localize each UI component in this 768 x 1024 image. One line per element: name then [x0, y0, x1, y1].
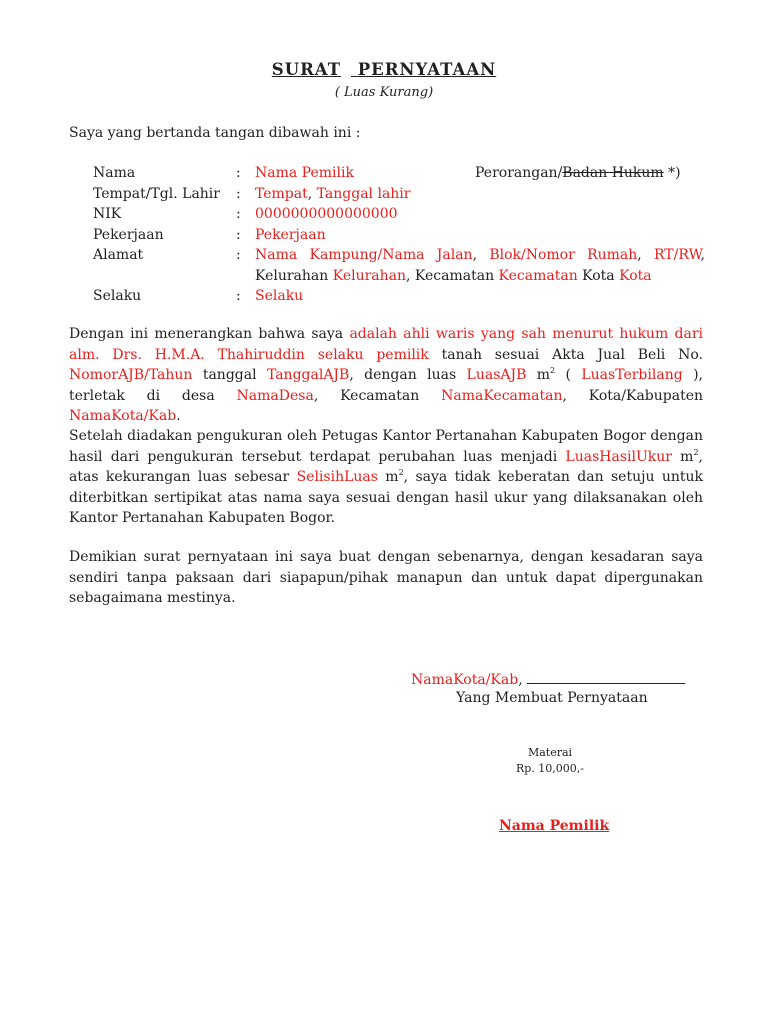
value-nama: Nama Pemilik — [255, 165, 354, 181]
row-selaku — [93, 286, 705, 307]
row-alamat-2 — [93, 266, 705, 287]
row-nik — [93, 204, 705, 225]
signature-place: NamaKota/Kab, — [411, 669, 685, 688]
document-subtitle: ( Luas Kurang) — [334, 85, 434, 100]
value-ttl: Tempat, Tanggal lahir — [255, 185, 411, 202]
label-ttl: Tempat/Tgl. Lahir — [93, 185, 220, 202]
materai-label: Materai — [527, 746, 573, 759]
label-nik: NIK — [93, 206, 122, 222]
label-pekerjaan: Pekerjaan — [93, 226, 164, 243]
value-nik: 0000000000000000 — [255, 206, 398, 222]
value-alamat-line2: Kelurahan Kelurahan, Kecamatan Kecamatan Kota Kota — [255, 267, 652, 284]
status-type: Perorangan/Badan Hukum *) — [475, 165, 681, 181]
colon: : — [236, 226, 241, 243]
paragraph-closing: Demikian surat pernyataan ini saya buat dengan sebenarnya, dengan kesadaran saya sendiri tanpa paksaan dari siapapun/pihak manapun dan untuk dapat dipergunakan sebagaimana mestinya. — [69, 549, 703, 606]
identity-table — [93, 163, 705, 307]
colon: : — [236, 247, 241, 263]
label-selaku: Selaku — [93, 288, 142, 304]
row-nama — [93, 163, 705, 184]
value-selaku: Selaku — [255, 288, 304, 304]
signature-caption: Yang Membuat Pernyataan — [456, 690, 648, 706]
document-title: SURAT PERNYATAAN — [271, 60, 497, 79]
signatory-name: Nama Pemilik — [499, 818, 610, 834]
colon: : — [236, 288, 241, 304]
date-blank-line — [527, 669, 685, 684]
intro-text: Saya yang bertanda tangan dibawah ini : — [69, 125, 361, 141]
colon: : — [236, 206, 241, 222]
paragraph-statement: Dengan ini menerangkan bahwa saya adalah ahli waris yang sah menurut hukum dari alm. Drs. H.M.A. Thahiruddin selaku pemilik tanah sesuai Akta Jual Beli No. NomorAJB/Tahun tanggal TanggalAJB, dengan luas LuasAJB $m^2$ ( LuasTerbilang ), terletak di desa NamaDesa, Kecamatan NamaKecamatan, Kota/Kabupaten NamaKota/Kab. — [69, 326, 704, 424]
row-pekerjaan — [93, 225, 705, 246]
materai-stamp-area — [505, 745, 595, 777]
row-alamat — [93, 245, 705, 266]
paragraph-measurement: Setelah diadakan pengukuran oleh Petugas Kantor Pertanahan Kabupaten Bogor dengan hasil dari pengukuran tersebut terdapat perubahan luas menjadi LuasHasilUkur $m^2$, atas kekurangan luas sebesar SelisihLuas $m^2$, saya tidak keberatan dan setuju untuk diterbitkan sertipikat atas nama saya sesuai dengan hasil ukur yang dilaksanakan oleh Kantor Pertanahan Kabupaten Bogor. — [69, 428, 703, 526]
status-struck: Badan Hukum — [562, 165, 664, 181]
colon: : — [236, 185, 241, 202]
row-ttl — [93, 184, 705, 205]
value-pekerjaan: Pekerjaan — [255, 226, 326, 243]
materai-amount: Rp. 10,000,- — [515, 762, 585, 775]
label-alamat: Alamat — [93, 247, 144, 263]
value-alamat-line1: Nama Kampung/Nama Jalan, Blok/Nomor Rumah, RT/RW, — [255, 247, 705, 263]
colon: : — [236, 165, 241, 181]
label-nama: Nama — [93, 165, 136, 181]
